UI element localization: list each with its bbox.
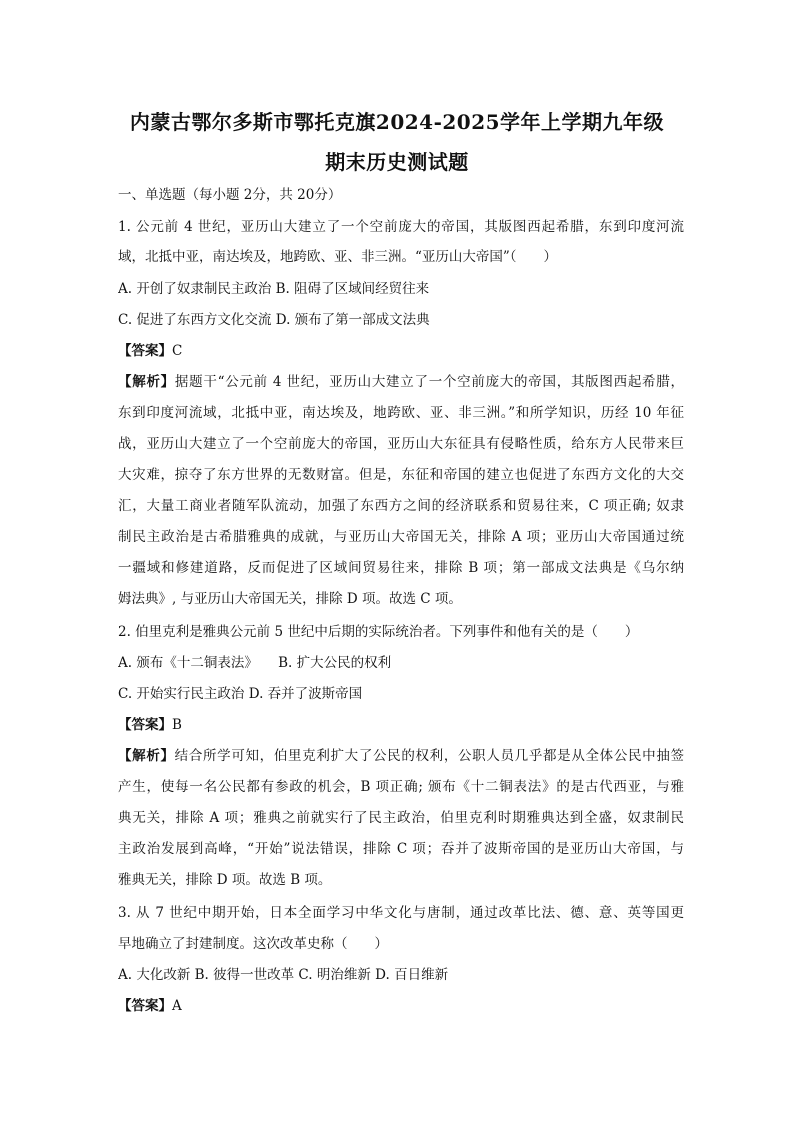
q2-analysis-line — [118, 747, 684, 765]
section-heading: 一、单选题（每小题 2分，共 20分） — [118, 187, 342, 203]
q1-analysis-line: 姆法典》, 与亚历山大帝国无关，排除 D 项。故选 C 项。 — [118, 591, 462, 607]
q3-stem-line: 早地确立了封建制度。这次改革史称（ ） — [118, 936, 388, 952]
answer-value: C — [172, 343, 183, 359]
q3-answer — [118, 997, 684, 1015]
q1-analysis-line: 大灾难，掠夺了东方世界的无数财富。但是，东征和帝国的建立也促进了东西方文化的大交 — [118, 467, 684, 483]
q2-analysis-line: 产生，使每一名公民都有参政的机会，B 项正确; 颁布《十二铜表法》的是古代西亚，与雅 — [118, 779, 684, 795]
q1-analysis-line: 战，亚历山大建立了一个空前庞大的帝国，亚历山大东征具有侵略性质，给东方人民带来巨 — [118, 436, 684, 452]
analysis-text: 结合所学可知，伯里克利扩大了公民的权利，公职人员几乎都是从全体公民中抽签 — [174, 748, 684, 764]
q1-stem-line: 1. 公元前 4 世纪，亚历山大建立了一个空前庞大的帝国，其版图西起希腊，东到印度河流 — [118, 219, 684, 235]
analysis-label: 【解析】 — [118, 748, 175, 764]
q1-analysis-line: 东到印度河流域，北抵中亚，南达埃及，地跨欧、亚、非三洲。”和所学知识，历经 10 年征 — [118, 405, 684, 421]
q2-analysis-line: 雅典无关，排除 D 项。故选 B 项。 — [118, 872, 332, 888]
q3-option-line: A. 大化改新 B. 彼得一世改革 C. 明治维新 D. 百日维新 — [118, 967, 449, 983]
answer-label: 【答案】 — [118, 998, 172, 1014]
q2-answer — [118, 716, 684, 734]
answer-label: 【答案】 — [118, 717, 172, 733]
q2-analysis-line: 典无关，排除 A 项；雅典之前就实行了民主政治，伯里克利时期雅典达到全盛，奴隶制民 — [118, 810, 684, 826]
q3-stem-line: 3. 从 7 世纪中期开始，日本全面学习中华文化与唐制，通过改革比法、德、意、英等国更 — [118, 905, 684, 921]
document-title-line1: 内蒙古鄂尔多斯市鄂托克旗2024-2025学年上学期九年级 — [129, 110, 665, 134]
q2-option-line: C. 开始实行民主政治 D. 吞并了波斯帝国 — [118, 686, 363, 702]
analysis-text: 据题干“公元前 4 世纪，亚历山大建立了一个空前庞大的帝国，其版图西起希腊， — [174, 374, 684, 390]
answer-label: 【答案】 — [118, 343, 172, 359]
q2-stem-line: 2. 伯里克利是雅典公元前 5 世纪中后期的实际统治者。下列事件和他有关的是（ ） — [118, 624, 639, 640]
answer-value: A — [172, 998, 182, 1014]
q2-option-line: A. 颁布《十二铜表法》 B. 扩大公民的权利 — [118, 655, 392, 671]
analysis-label: 【解析】 — [118, 374, 175, 390]
q1-option-line: A. 开创了奴隶制民主政治 B. 阻碍了区域间经贸往来 — [118, 281, 430, 297]
q1-analysis-line — [118, 373, 684, 391]
q2-analysis-line: 主政治发展到高峰，“开始”说法错误，排除 C 项；吞并了波斯帝国的是亚历山大帝国，与 — [118, 841, 684, 857]
q1-option-line: C. 促进了东西方文化交流 D. 颁布了第一部成文法典 — [118, 312, 430, 328]
q1-analysis-line: 汇，大量工商业者随军队流动，加强了东西方之间的经济联系和贸易往来，C 项正确; 奴隶 — [118, 498, 684, 514]
q1-stem-line: 域，北抵中亚，南达埃及，地跨欧、亚、非三洲。“亚历山大帝国”（ ） — [118, 249, 558, 265]
answer-value: B — [172, 717, 182, 733]
q1-analysis-line: 制民主政治是古希腊雅典的成就，与亚历山大帝国无关，排除 A 项；亚历山大帝国通过统 — [118, 529, 684, 545]
document-title-line2: 期末历史测试题 — [325, 150, 469, 174]
q1-answer — [118, 342, 684, 360]
q1-analysis-line: 一疆域和修建道路，反而促进了区域间贸易往来，排除 B 项；第一部成文法典是《乌尔纳 — [118, 560, 684, 576]
